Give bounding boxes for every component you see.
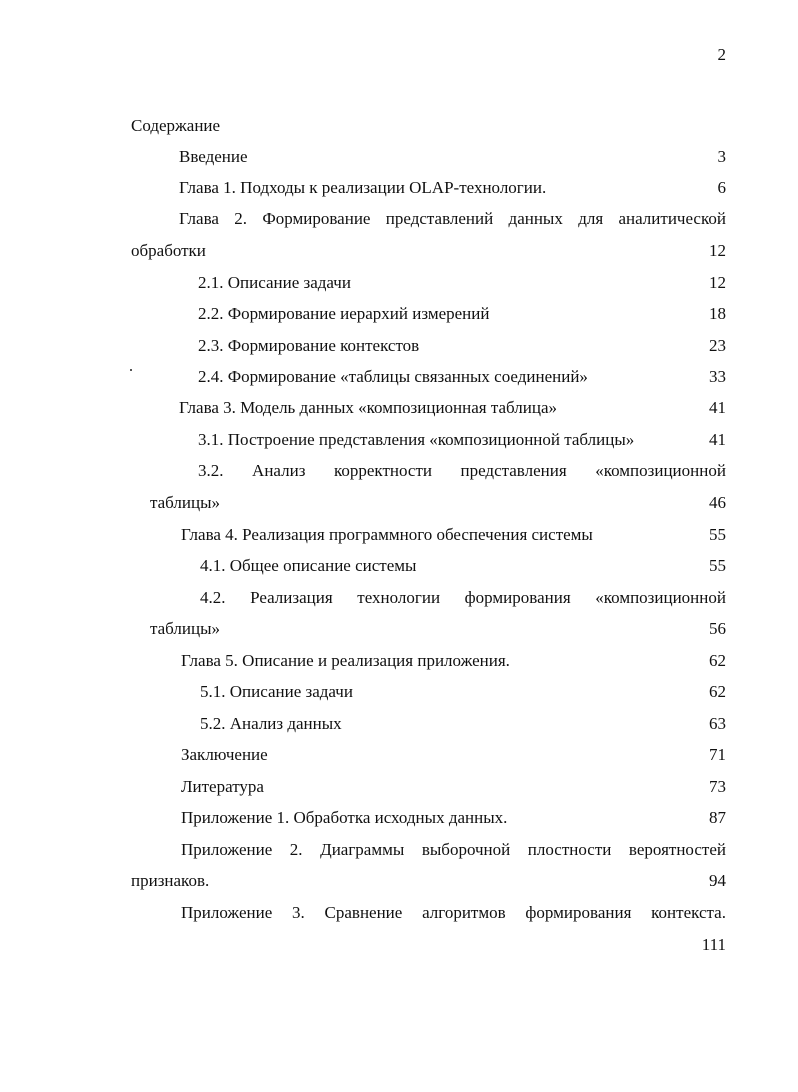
toc-page-s4-2: 56 <box>709 619 726 638</box>
toc-label-ch2-cont: обработки <box>131 241 206 260</box>
toc-label-intro: Введение <box>179 147 248 166</box>
contents-heading: Содержание <box>131 116 221 135</box>
page-number: 2 <box>717 45 726 64</box>
word: вероятностей <box>628 840 726 859</box>
word: для <box>578 209 604 228</box>
word: данных <box>508 209 563 228</box>
word: Приложение <box>181 840 273 859</box>
word: Анализ <box>252 461 306 480</box>
toc-label-s4-2 <box>200 588 726 608</box>
toc-page-s2-2: 18 <box>709 304 726 323</box>
scan-speck <box>130 369 132 371</box>
word: 2. <box>289 840 303 859</box>
toc-page-s2-3: 23 <box>709 336 726 355</box>
toc-page-ch3: 41 <box>709 398 726 417</box>
toc-page-s3-1: 41 <box>709 430 726 449</box>
word: Сравнение <box>324 903 403 922</box>
toc-page-ch2: 12 <box>709 241 726 260</box>
toc-label-s2-3: 2.3. Формирование контекстов <box>198 336 420 355</box>
toc-label-ch3: Глава 3. Модель данных «композиционная таблица» <box>179 398 558 417</box>
toc-label-s5-1: 5.1. Описание задачи <box>200 682 353 701</box>
word: представлений <box>385 209 494 228</box>
word: аналитической <box>618 209 726 228</box>
toc-page-s2-4: 33 <box>709 367 726 386</box>
word: формирования <box>464 588 571 607</box>
word: 2. <box>234 209 248 228</box>
toc-page-s4-1: 55 <box>709 556 726 575</box>
word: корректности <box>333 461 432 480</box>
word: представления <box>460 461 567 480</box>
toc-page-ch1: 6 <box>717 178 726 197</box>
toc-page-app1: 87 <box>709 808 726 827</box>
toc-page-ch4: 55 <box>709 525 726 544</box>
word: формирования <box>525 903 632 922</box>
toc-label-app3 <box>181 903 726 923</box>
word: 3.2. <box>198 461 224 480</box>
toc-page-s2-1: 12 <box>709 273 726 292</box>
word: Глава <box>179 209 219 228</box>
toc-label-s2-1: 2.1. Описание задачи <box>198 273 351 292</box>
toc-label-s5-2: 5.2. Анализ данных <box>200 714 342 733</box>
toc-label-s4-2-cont: таблицы» <box>150 619 221 638</box>
word: выборочной <box>421 840 511 859</box>
toc-label-s3-2-cont: таблицы» <box>150 493 221 512</box>
toc-page-s3-2: 46 <box>709 493 726 512</box>
word: «композиционной <box>595 461 726 480</box>
toc-page-s5-1: 62 <box>709 682 726 701</box>
word: Реализация <box>250 588 333 607</box>
word: Приложение <box>181 903 273 922</box>
toc-label-conclusion: Заключение <box>181 745 268 764</box>
toc-label-ch4: Глава 4. Реализация программного обеспечения системы <box>181 525 593 544</box>
toc-page-intro: 3 <box>717 147 726 166</box>
toc-label-ch5: Глава 5. Описание и реализация приложения. <box>181 651 510 670</box>
toc-label-s3-2 <box>198 461 726 481</box>
word: технологии <box>357 588 441 607</box>
toc-label-s2-4: 2.4. Формирование «таблицы связанных соединений» <box>198 367 588 386</box>
word: плостности <box>527 840 612 859</box>
toc-label-s4-1: 4.1. Общее описание системы <box>200 556 417 575</box>
toc-page-app3: 111 <box>701 935 726 954</box>
toc-page-s5-2: 63 <box>709 714 726 733</box>
toc-label-app2-cont: признаков. <box>131 871 210 890</box>
toc-page-ch5: 62 <box>709 651 726 670</box>
toc-label-ch2 <box>179 209 726 229</box>
toc-label-s3-1: 3.1. Построение представления «композиционной таблицы» <box>198 430 635 449</box>
toc-label-app1: Приложение 1. Обработка исходных данных. <box>181 808 508 827</box>
word: «композиционной <box>595 588 726 607</box>
word: Формирование <box>262 209 371 228</box>
toc-label-ch1: Глава 1. Подходы к реализации OLAP-технологии. <box>179 178 547 197</box>
word: 3. <box>292 903 305 922</box>
toc-page-literature: 73 <box>709 777 726 796</box>
word: 4.2. <box>200 588 226 607</box>
toc-label-literature: Литература <box>181 777 264 796</box>
toc-label-s2-2: 2.2. Формирование иерархий измерений <box>198 304 490 323</box>
word: контекста. <box>651 903 726 922</box>
toc-label-app2 <box>181 840 726 860</box>
word: Диаграммы <box>320 840 405 859</box>
word: алгоритмов <box>422 903 506 922</box>
toc-page-app2: 94 <box>709 871 726 890</box>
toc-page-conclusion: 71 <box>709 745 726 764</box>
